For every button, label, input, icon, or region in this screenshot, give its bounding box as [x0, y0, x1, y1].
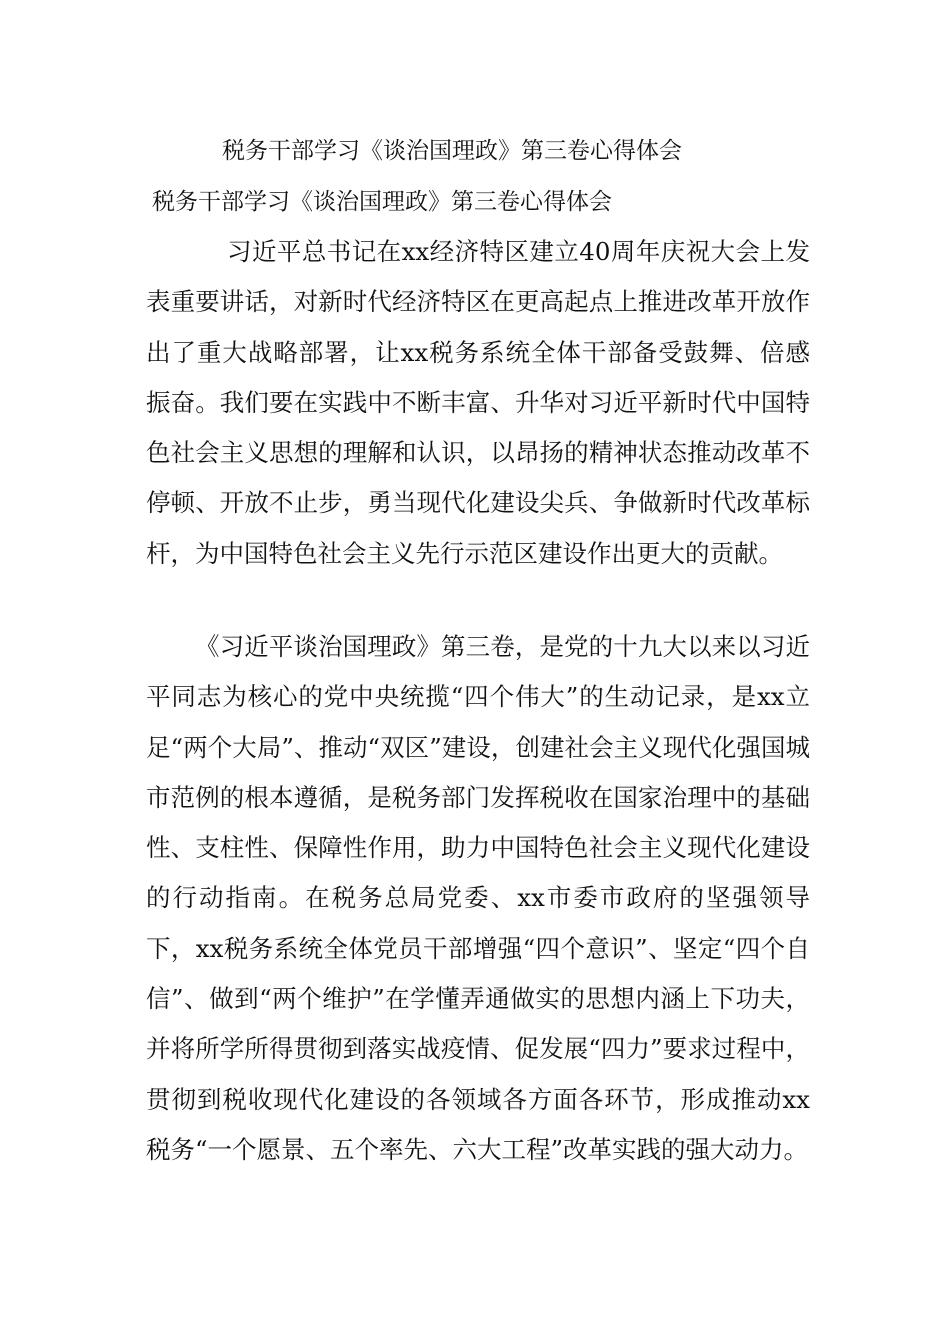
document-subtitle: 税务干部学习《谈治国理政》第三卷心得体会: [152, 189, 612, 215]
body-paragraph-1: 习近平总书记在xx经济特区建立40周年庆祝大会上发表重要讲话，对新时代经济特区在更高起点上推进改革开放作出了重大战略部署，让xx税务系统全体干部备受鼓舞、倍感振奋。我们要在实践中不断丰富、升华对习近平新时代中国特色社会主义思想的理解和认识，以昂扬的精神状态推动改革不停顿、开放不止步，勇当现代化建设尖兵、争做新时代改革标杆，为中国特色社会主义先行示范区建设作出更大的贡献。: [146, 237, 810, 568]
body-paragraph-2: 《习近平谈治国理政》第三卷，是党的十九大以来以习近平同志为核心的党中央统揽“四个伟大”的生动记录，是xx立足“两个大局”、推动“双区”建设，创建社会主义现代化强国城市范例的根本遵循，是税务部门发挥税收在国家治理中的基础性、支柱性、保障性作用，助力中国特色社会主义现代化建设的行动指南。在税务总局党委、xx市委市政府的坚强领导下，xx税务系统全体党员干部增强“四个意识”、坚定“四个自信”、做到“两个维护”在学懂弄通做实的思想内涵上下功夫，并将所学所得贯彻到落实战疫情、促发展“四力”要求过程中，贯彻到税收现代化建设的各领域各方面各环节，形成推动xx税务“一个愿景、五个率先、六大工程”改革实践的强大动力。: [146, 632, 810, 1164]
document-title: 税务干部学习《谈治国理政》第三卷心得体会: [222, 138, 682, 164]
